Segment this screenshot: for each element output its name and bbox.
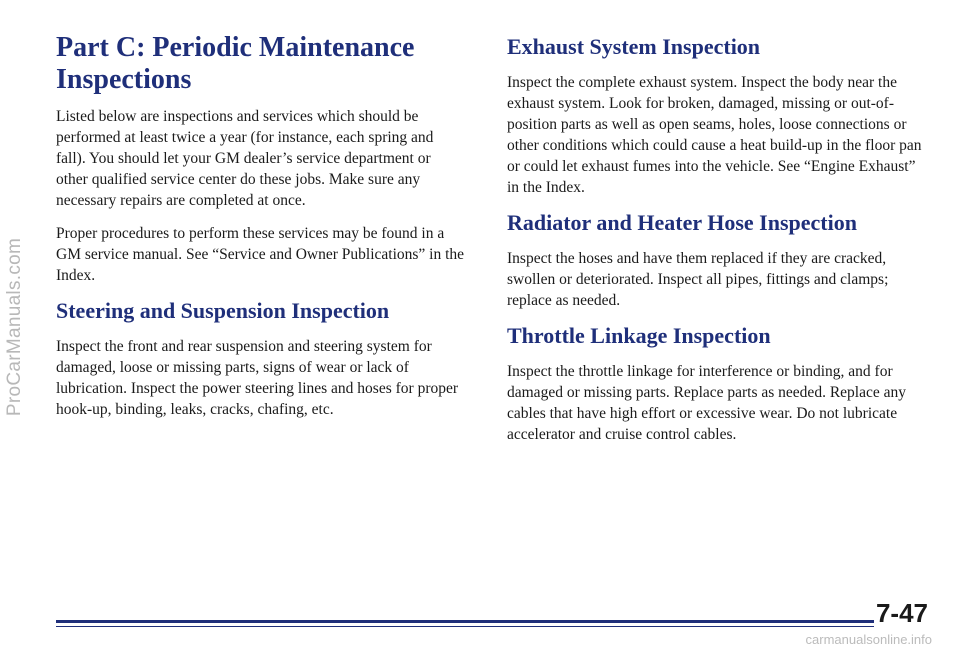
footer-watermark: carmanualsonline.info (805, 632, 932, 647)
watermark-text: ProCarManuals.com (4, 237, 25, 416)
footer-rule-thick (56, 620, 874, 623)
left-column (56, 32, 466, 432)
radiator-heading: Radiator and Heater Hose Inspection (507, 210, 857, 235)
throttle-paragraph: Inspect the throttle linkage for interference or binding, and for damaged or missing parts. Replace parts as needed. Replace any cables that have high effort or excessive wear. Do not lubricate accelerator and cruise control cables. (507, 363, 906, 443)
radiator-paragraph: Inspect the hoses and have them replaced if they are cracked, swollen or deteriorated. Inspect all pipes, fittings and clamps; replace as needed. (507, 250, 889, 309)
intro-paragraph-2: Proper procedures to perform these services may be found in a GM service manual. See “Service and Owner Publications” in the Index. (56, 225, 465, 284)
exhaust-paragraph: Inspect the complete exhaust system. Inspect the body near the exhaust system. Look for broken, damaged, missing or out-of-position parts as well as open seams, holes, loose connections or other conditions which could cause a heat build-up in the floor pan or could let exhaust fumes into the vehicle. See “Engine Exhaust” in the Index. (507, 74, 922, 196)
footer-rule-thin (56, 626, 874, 627)
page-title: Part C: Periodic Maintenance Inspections (56, 32, 415, 95)
intro-paragraph-1: Listed below are inspections and services which should be performed at least twice a year (for instance, each spring and fall). You should let your GM dealer’s service department or other qualified service center do these jobs. Make sure any necessary repairs are completed at once. (56, 108, 434, 209)
right-column (507, 34, 927, 457)
exhaust-heading: Exhaust System Inspection (507, 34, 761, 59)
throttle-heading: Throttle Linkage Inspection (507, 323, 771, 348)
page-number: 7-47 (875, 598, 928, 628)
steering-heading: Steering and Suspension Inspection (56, 298, 390, 323)
steering-paragraph: Inspect the front and rear suspension and steering system for damaged, loose or missing parts, signs of wear or lack of lubrication. Inspect the power steering lines and hoses for proper hook-up, binding, leaks, cracks, chafing, etc. (56, 338, 459, 418)
side-watermark (2, 0, 28, 653)
